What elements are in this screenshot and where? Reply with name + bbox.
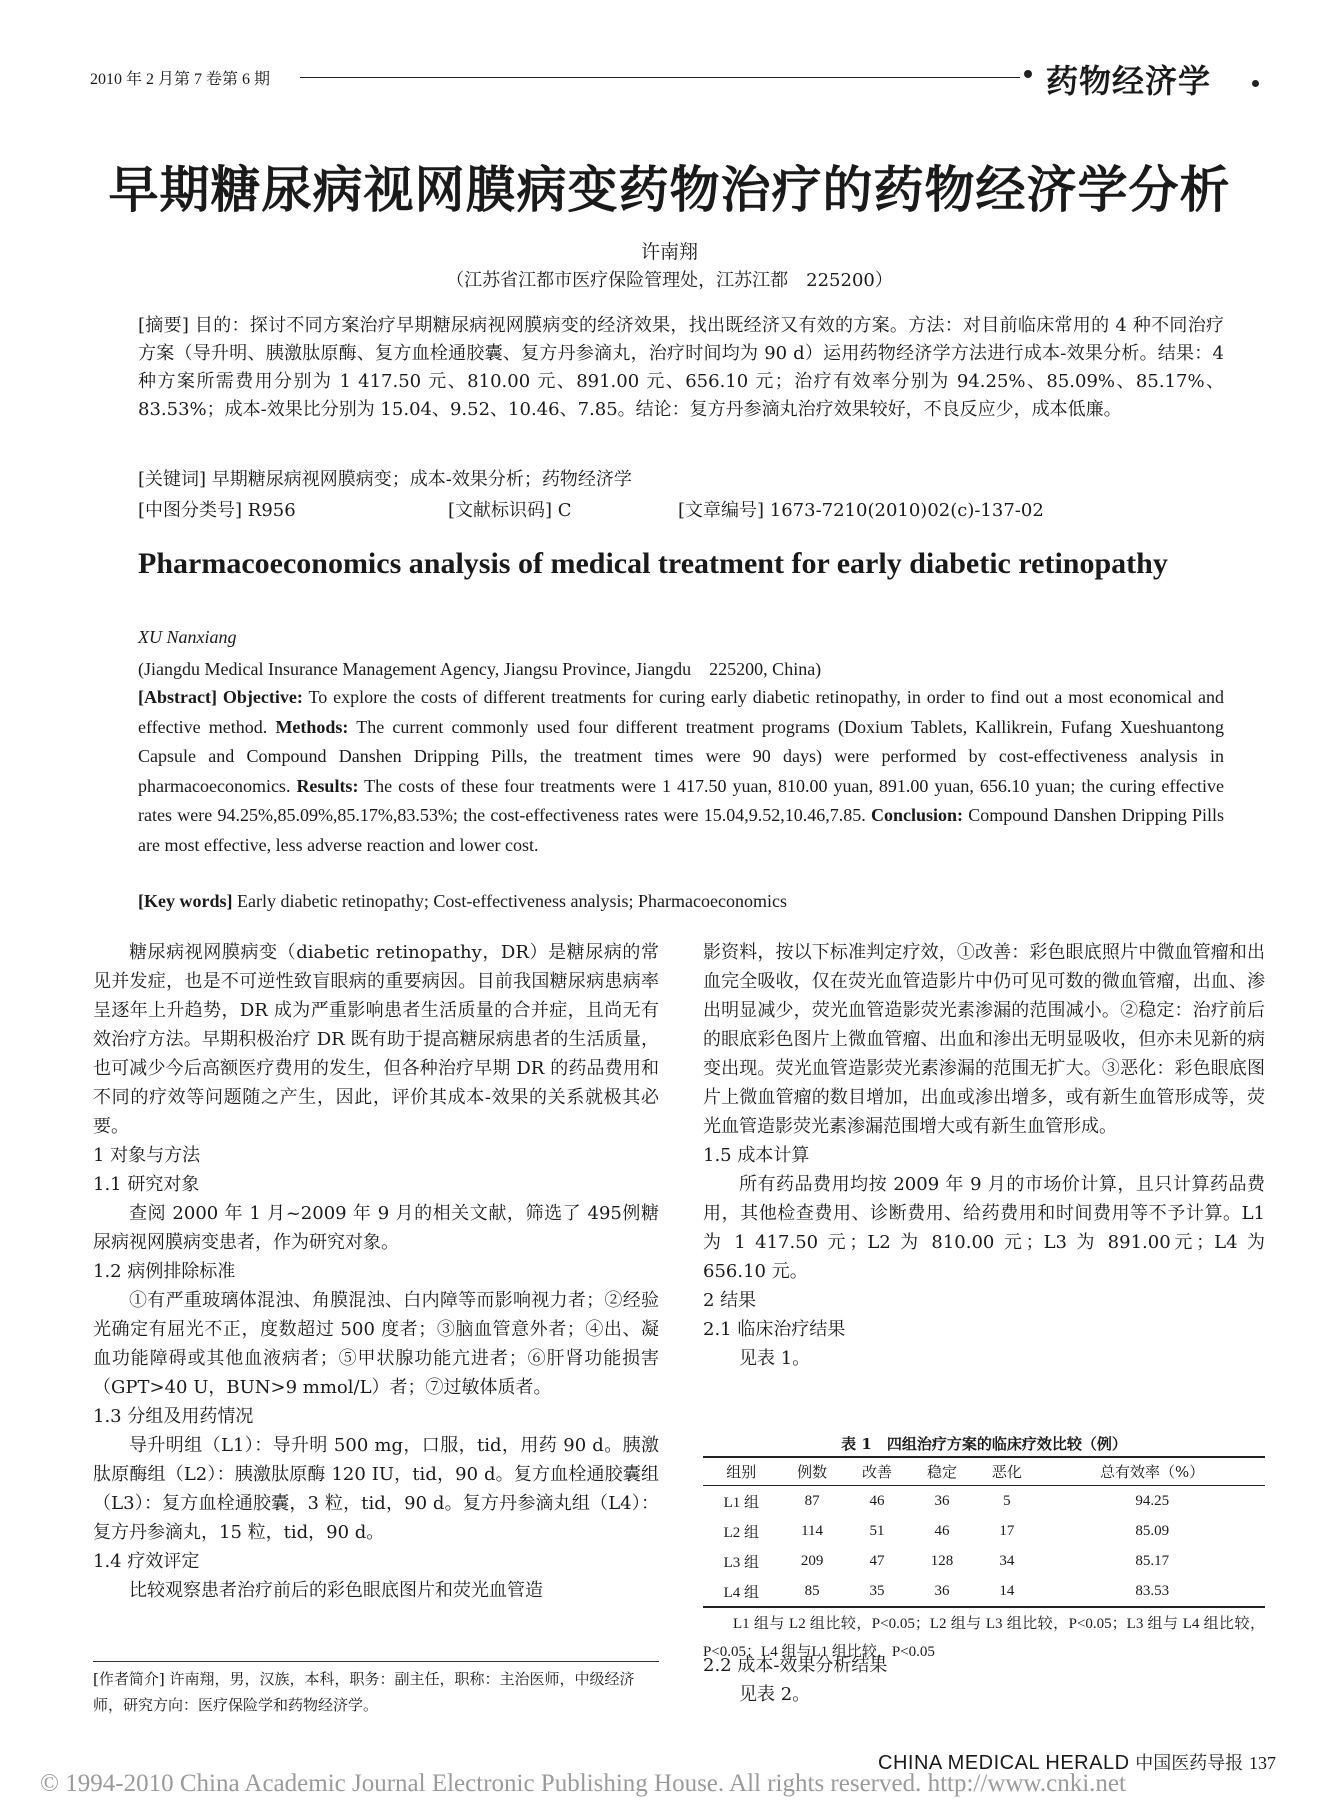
body-left-column: [93, 938, 659, 1605]
paragraph-2-1: 见表 1。: [739, 1348, 811, 1369]
paragraph-1-1: 查阅 2000 年 1 月~2009 年 9 月的相关文献，筛选了 495例糖尿病视网膜病变患者，作为研究对象。: [93, 1203, 659, 1253]
methods-label: Methods:: [275, 716, 349, 737]
paragraph-1-4: 比较观察患者治疗前后的彩色眼底图片和荧光血管造: [129, 1580, 543, 1601]
table-cell: L1 组: [723, 1494, 760, 1511]
table-cell: 85.17: [1135, 1552, 1170, 1569]
article-number: [文章编号] 1673-7210(2010)02(c)-137-02: [678, 500, 1044, 521]
table-1-grid: [703, 1456, 1265, 1608]
footnote-rule: [93, 1661, 659, 1662]
table-cell: 47: [869, 1552, 885, 1569]
table-cell: 17: [999, 1522, 1015, 1539]
table-cell: 46: [869, 1492, 885, 1509]
table-cell: 85: [780, 1576, 845, 1607]
affiliation-zh: （江苏省江都市医疗保险管理处，江苏江都 225200）: [446, 270, 893, 291]
table-caption: 表 1 四组治疗方案的临床疗效比较（例）: [841, 1435, 1127, 1453]
body-right-column: [703, 938, 1265, 1373]
author-en: XU Nanxiang: [138, 627, 237, 647]
section-label: 药物经济学: [1046, 62, 1212, 100]
keywords-en-text: Early diabetic retinopathy; Cost-effectiveness analysis; Pharmacoeconomics: [236, 891, 787, 911]
keywords-en-label: [Key words]: [138, 891, 233, 911]
table-cell: 35: [845, 1576, 910, 1607]
table-cell: L2 组: [723, 1524, 760, 1541]
journal-name-en: CHINA MEDICAL HERALD: [878, 1752, 1130, 1774]
journal-name-zh: 中国医药导报: [1135, 1753, 1244, 1774]
section-heading-1-4: 1.4 疗效评定: [93, 1551, 200, 1572]
table-cell: 14: [974, 1576, 1039, 1607]
paragraph-1-2: ①有严重玻璃体混浊、角膜混浊、白内障等而影响视力者；②经验光确定有屈光不正，度数超过 500 度者；③脑血管意外者；④出、凝血功能障碍或其他血液病者；⑤甲状腺功能亢进者；⑥肝肾功能损害（GPT>40 U，BUN>9 mmol/L）者；⑦过敏体质者。: [93, 1290, 659, 1398]
table-row: [703, 1516, 1265, 1546]
section-heading-1-5: 1.5 成本计算: [703, 1145, 810, 1166]
section-heading-1-2: 1.2 病例排除标准: [93, 1261, 236, 1282]
header-bullet-end: [1252, 80, 1259, 87]
paragraph-1-4-continued: 影资料，按以下标准判定疗效，①改善：彩色眼底照片中微血管瘤和出血完全吸收，仅在荧光血管造影片中仍可见可数的微血管瘤，出血、渗出明显减少，荧光血管造影荧光素渗漏的范围减小。②稳定：治疗前后的眼底彩色图片上微血管瘤、出血和渗出无明显吸收，但亦未见新的病变出现。荧光血管造影荧光素渗漏的范围无扩大。③恶化：彩色眼底图片上微血管瘤的数目增加，出血或渗出增多，或有新生血管形成等，荧光血管造影荧光素渗漏范围增大或有新生血管形成。: [703, 942, 1265, 1137]
paragraph-2-2: 见表 2。: [739, 1684, 811, 1705]
conclusion-label: Conclusion:: [870, 805, 963, 825]
page-number: 137: [1249, 1753, 1277, 1773]
affiliation-en: (Jiangdu Medical Insurance Management Agency, Jiangsu Province, Jiangdu 225200, China): [138, 659, 822, 679]
section-heading-2-2: 2.2 成本-效果分析结果: [703, 1655, 888, 1676]
author-zh: 许南翔: [640, 241, 698, 263]
abstract-label: [Abstract]: [138, 687, 217, 707]
intro-paragraph: 糖尿病视网膜病变（diabetic retinopathy，DR）是糖尿病的常见并发症，也是不可逆性致盲眼病的重要病因。目前我国糖尿病患病率呈逐年上升趋势，DR 成为严重影响患者生活质量的合并症，且尚无有效治疗方法。早期积极治疗 DR 既有助于提高糖尿病患者的生活质量，也可减少今后高额医疗费用的发生，但各种治疗早期 DR 的药品费用和不同的疗效等问题随之产生，因此，评价其成本-效果的关系就极其必要。: [93, 942, 659, 1137]
keywords-en: [138, 891, 1224, 912]
table-header-cell: 组别: [703, 1457, 780, 1486]
table-cell: 87: [804, 1492, 820, 1509]
table-cell: 34: [999, 1552, 1015, 1569]
objective-label: Objective:: [222, 687, 303, 707]
header-rule: [300, 77, 1020, 78]
section-heading-1-1: 1.1 研究对象: [93, 1174, 200, 1195]
classification-row: [138, 496, 1224, 524]
paper-title-en: Pharmacoeconomics analysis of medical treatment for early diabetic retinopathy: [138, 547, 1168, 580]
body-right-after-table: [703, 1651, 1265, 1709]
table-cell: 85.09: [1135, 1522, 1170, 1539]
keywords-zh: [关键词] 早期糖尿病视网膜病变；成本-效果分析；药物经济学: [138, 469, 632, 490]
methods-text: The current commonly used four different treatment programs (Doxium Tablets, Kallikrein, Fufang Xueshuantong Capsule and Compound Danshen Dripping Pills, the treatment times were 90 days) were performed by cost-effectiveness analysis in pharmacoeconomics.: [138, 716, 1224, 796]
section-heading-2: 2 结果: [703, 1290, 757, 1311]
table-cell: 83.53: [1039, 1576, 1265, 1607]
author-footnote: [作者简介] 许南翔，男，汉族，本科，职务：副主任，职称：主治医师，中级经济师，研究方向：医疗保险学和药物经济学。: [93, 1670, 635, 1714]
objective-text: To explore the costs of different treatments for curing early diabetic retinopathy, in order to find out a most economical and effective method.: [138, 687, 1224, 737]
abstract-en: [138, 683, 1224, 860]
table-row: [703, 1576, 1265, 1607]
table-cell: 5: [1003, 1492, 1011, 1509]
table-row: [703, 1546, 1265, 1576]
section-heading-1-3: 1.3 分组及用药情况: [93, 1406, 254, 1427]
section-heading-2-1: 2.1 临床治疗结果: [703, 1319, 846, 1340]
table-cell: 51: [869, 1522, 885, 1539]
document-code: [文献标识码] C: [448, 500, 572, 521]
table-cell: L4 组: [703, 1576, 780, 1607]
table-header-cell: 稳定: [910, 1457, 975, 1486]
table-cell: 128: [930, 1552, 954, 1569]
paragraph-1-3: 导升明组（L1）：导升明 500 mg，口服，tid，用药 90 d。胰激肽原酶组（L2）：胰激肽原酶 120 IU，tid，90 d。复方血栓通胶囊组（L3）：复方血栓通胶囊，3 粒，tid，90 d。复方丹参滴丸组（L4）：复方丹参滴丸，15 粒，tid，90 d。: [93, 1435, 659, 1543]
issue-info: 2010 年 2 月第 7 卷第 6 期: [90, 71, 271, 88]
table-cell: 36: [910, 1576, 975, 1607]
table-header-cell: 例数: [780, 1457, 845, 1486]
paragraph-1-5: 所有药品费用均按 2009 年 9 月的市场价计算，且只计算药品费用，其他检查费用、诊断费用、给药费用和时间费用等不予计算。L1 为 1 417.50 元；L2 为 810.00 元；L3 为 891.00元；L4 为 656.10 元。: [703, 1174, 1265, 1282]
table-cell: 114: [801, 1522, 824, 1539]
table-header-cell: 改善: [845, 1457, 910, 1486]
copyright-watermark: © 1994-2010 China Academic Journal Electronic Publishing House. All rights reserved. http://www.cnki.net: [40, 1770, 1126, 1797]
table-header-row: [703, 1457, 1265, 1486]
paper-title-zh: 早期糖尿病视网膜病变药物治疗的药物经济学分析: [108, 161, 1231, 219]
section-heading-1: 1 对象与方法: [93, 1145, 201, 1166]
conclusion-text: Compound Danshen Dripping Pills are most effective, less adverse reaction and lower cost.: [138, 805, 1224, 855]
table-note: L1 组与 L2 组比较，P<0.05；L2 组与 L3 组比较，P<0.05；L3 组与 L4 组比较，P<0.05；L4 组与L1 组比较，P<0.05: [703, 1616, 1265, 1660]
table-cell: L3 组: [723, 1554, 760, 1571]
table-cell: 46: [934, 1522, 950, 1539]
header-bullet: [1024, 70, 1032, 78]
table-header-cell: 恶化: [974, 1457, 1039, 1486]
table-header-cell: 总有效率（%）: [1039, 1457, 1265, 1486]
table-1: [703, 1432, 1265, 1666]
abstract-zh: [摘要] 目的：探讨不同方案治疗早期糖尿病视网膜病变的经济效果，找出既经济又有效的方案。方法：对目前临床常用的 4 种不同治疗方案（导升明、胰激肽原酶、复方血栓通胶囊、复方丹参滴丸，治疗时间均为 90 d）运用药物经济学方法进行成本-效果分析。结果：4 种方案所需费用分别为 1 417.50 元、810.00 元、891.00 元、656.10 元；治疗有效率分别为 94.25%、85.09%、85.17%、83.53%；成本-效果比分别为 15.04、9.52、10.46、7.85。结论：复方丹参滴丸治疗效果较好，不良反应少，成本低廉。: [138, 315, 1224, 420]
table-row: [703, 1486, 1265, 1517]
results-label: Results:: [296, 775, 359, 796]
table-cell: 36: [934, 1492, 950, 1509]
table-cell: 94.25: [1135, 1492, 1170, 1509]
clc-number: [中图分类号] R956: [138, 500, 296, 521]
results-text: The costs of these four treatments were 1 417.50 yuan, 810.00 yuan, 891.00 yuan, 656.10 yuan; the curing effective rates were 94.25%,85.09%,85.17%,83.53%; the cost-effectiveness rates were 15.04,9.52,10.46,7.85.: [138, 775, 1224, 825]
table-cell: 209: [800, 1552, 824, 1569]
